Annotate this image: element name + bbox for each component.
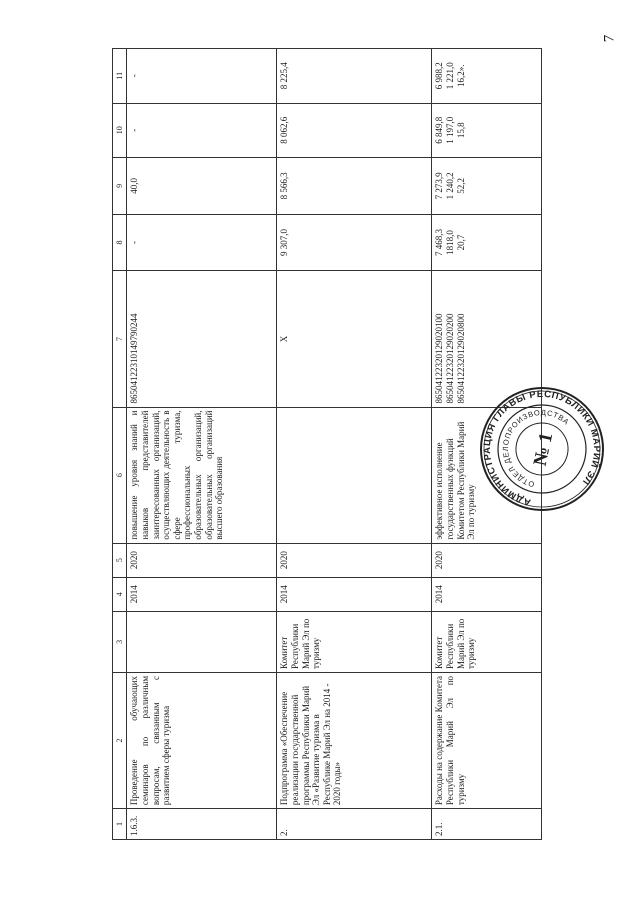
value-2017: - <box>127 49 277 104</box>
row-number: 2.1. <box>432 809 542 840</box>
official-seal-stamp <box>478 385 606 513</box>
value-2016: 6 849,8 1 197,0 15,8 <box>432 103 542 157</box>
event-name: Подпрограмма «Обеспечение реализации государственной программы Республики Марий Эл «Развитие туризма в Республике Марий Эл на 2014 - 2020 годы» <box>277 672 432 808</box>
budget-code: 86504122310149790244 <box>127 271 277 407</box>
budget-code: 86504122320129020100 86504122320129020200 86504122320129020800 <box>432 271 542 407</box>
table-header-row <box>113 49 127 840</box>
value-2017: 8 225,4 <box>277 49 432 104</box>
seal-inner-text: ОТДЕЛ ДЕЛОПРОИЗВОДСТВА <box>500 407 572 490</box>
row-number: 1.6.3. <box>127 809 277 840</box>
expected-result: эффективное исполнение государственных функций Комитетом Республики Марий Эл по туризму <box>432 407 542 543</box>
budget-code: X <box>277 271 432 407</box>
seal-outer-text: АДМИНИСТРАЦИЯ ГЛАВЫ РЕСПУБЛИКИ МАРИЙ ЭЛ <box>481 388 603 508</box>
seal-number: № 1 <box>529 430 558 468</box>
column-header: 1 <box>113 809 127 840</box>
column-header: 4 <box>113 577 127 611</box>
column-header: 6 <box>113 407 127 543</box>
event-name: Проведение обучающих семинаров по различным вопросам, связанным с развитием сферы туризма <box>127 672 277 808</box>
end-year: 2020 <box>127 543 277 577</box>
column-header: 9 <box>113 157 127 214</box>
executor <box>127 611 277 672</box>
executor: Комитет Республики Марий Эл по туризму <box>277 611 432 672</box>
page-number: 7 <box>600 34 617 43</box>
row-number: 2. <box>277 809 432 840</box>
table-row <box>277 49 432 840</box>
column-header: 3 <box>113 611 127 672</box>
column-header: 5 <box>113 543 127 577</box>
seal-icon <box>478 385 606 513</box>
value-2016: - <box>127 103 277 157</box>
column-header: 8 <box>113 214 127 271</box>
value-2014: 7 468,3 1818,0 20,7 <box>432 214 542 271</box>
expected-result <box>277 407 432 543</box>
expected-result: повышение уровня знаний и навыков представителей заинтересованных организаций, осуществляющих деятельность в сфере туризма, профессиональных образовательных организаций, образовательных организаций высшего образования <box>127 407 277 543</box>
executor: Комитет Республики Марий Эл по туризму <box>432 611 542 672</box>
column-header: 10 <box>113 103 127 157</box>
start-year: 2014 <box>432 577 542 611</box>
end-year: 2020 <box>432 543 542 577</box>
start-year: 2014 <box>277 577 432 611</box>
column-header: 7 <box>113 271 127 407</box>
value-2015: 7 273,9 1 240,2 52,2 <box>432 157 542 214</box>
value-2015: 8 566,3 <box>277 157 432 214</box>
value-2017: 6 988,2 1 221,0 16,2». <box>432 49 542 104</box>
value-2014: - <box>127 214 277 271</box>
value-2015: 40,0 <box>127 157 277 214</box>
start-year: 2014 <box>127 577 277 611</box>
value-2016: 8 062,6 <box>277 103 432 157</box>
end-year: 2020 <box>277 543 432 577</box>
column-header: 2 <box>113 672 127 808</box>
column-header: 11 <box>113 49 127 104</box>
event-name: Расходы на содержание Комитета Республики Марий Эл по туризму <box>432 672 542 808</box>
value-2014: 9 307,0 <box>277 214 432 271</box>
table-row <box>127 49 277 840</box>
